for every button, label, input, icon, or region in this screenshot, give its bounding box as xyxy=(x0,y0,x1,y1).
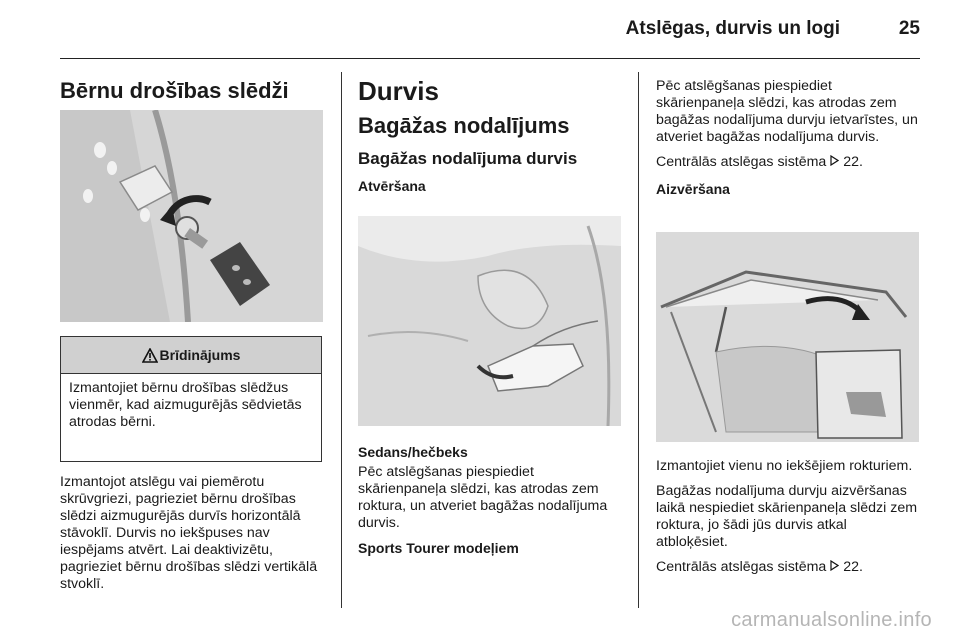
child-lock-drawing xyxy=(60,110,323,322)
warning-box xyxy=(60,336,322,462)
subheading-opening: Atvēršana xyxy=(358,178,426,194)
child-lock-instructions: Izmantojot atslēgu vai piemērotu skrūvgriezi, pagrieziet bērnu drošības slēdzi aizmugurējās durvīs horizontālā stāvoklī. Durvis no iekšpuses nav iespējams atvērt. Lai deaktivizētu, pagrieziet bērnu drošības slēdzi vertikālā stvoklī. xyxy=(60,474,318,592)
page-number: 25 xyxy=(898,18,920,39)
running-header-title: Atslēgas, durvis un logi xyxy=(625,18,840,39)
tailgate-closing-illustration xyxy=(656,232,919,442)
central-lock-page-1: 22. xyxy=(843,154,863,170)
warning-text: Izmantojiet bērnu drošības slēdžus vienmēr, kad aizmugurējās sēdvietās atrodas bērni. xyxy=(69,380,302,430)
section-heading-child-locks: Bērnu drošības slēdži xyxy=(60,78,289,103)
closing-instructions-handles: Izmantojiet vienu no iekšējiem rokturiem. xyxy=(656,458,913,474)
tailgate-opening-illustration xyxy=(358,216,621,426)
central-lock-reference-1 xyxy=(656,154,921,171)
subheading-closing: Aizvēršana xyxy=(656,181,730,197)
subheading-sedan-hatchback: Sedans/hečbeks xyxy=(358,444,468,460)
column-3-body xyxy=(656,458,921,584)
central-lock-label-2: Centrālās atslēgas sistēma xyxy=(656,559,827,575)
column-3 xyxy=(656,78,921,198)
section-heading-luggage: Bagāžas nodalījums xyxy=(358,113,570,138)
column-divider-2 xyxy=(638,72,639,608)
column-2 xyxy=(358,76,623,195)
child-lock-illustration xyxy=(60,110,323,322)
column-divider-1 xyxy=(341,72,342,608)
column-2-body xyxy=(358,444,623,557)
sedan-instructions: Pēc atslēgšanas piespiediet skārienpaneļa slēdzi, kas atrodas zem roktura, un atveriet bagāžas nodalījuma durvis. xyxy=(358,464,608,531)
warning-title: Brīdinājums xyxy=(159,347,241,363)
warning-triangle-icon xyxy=(142,348,158,363)
subheading-sports-tourer: Sports Tourer modeļiem xyxy=(358,540,519,556)
column-1-body xyxy=(60,474,325,601)
header-rule xyxy=(60,58,920,59)
sports-tourer-instructions: Pēc atslēgšanas piespiediet skārienpaneļa slēdzi, kas atrodas zem bagāžas nodalījuma durvju ietvarīstes, un atveriet bagāžas nodalījuma durvis. xyxy=(656,78,918,145)
chapter-heading-doors: Durvis xyxy=(358,76,439,106)
watermark: carmanualsonline.info xyxy=(731,609,932,631)
central-lock-label-1: Centrālās atslēgas sistēma xyxy=(656,154,827,170)
central-lock-reference-2 xyxy=(656,559,921,576)
warning-header xyxy=(61,337,321,374)
closing-instructions-warning: Bagāžas nodalījuma durvju aizvēršanas laikā nespiediet skārienpaneļa slēdzi zem roktura, jo šādi jūs durvis atkal atbloķēsiet. xyxy=(656,483,918,550)
column-1 xyxy=(60,78,325,104)
central-lock-page-2: 22. xyxy=(843,559,863,575)
tailgate-handle-drawing xyxy=(358,216,621,426)
subsection-heading-tailgate: Bagāžas nodalījuma durvis xyxy=(358,149,578,168)
page-reference-arrow-icon xyxy=(830,560,839,571)
open-tailgate-drawing xyxy=(656,232,919,442)
page-reference-arrow-icon xyxy=(830,155,839,166)
